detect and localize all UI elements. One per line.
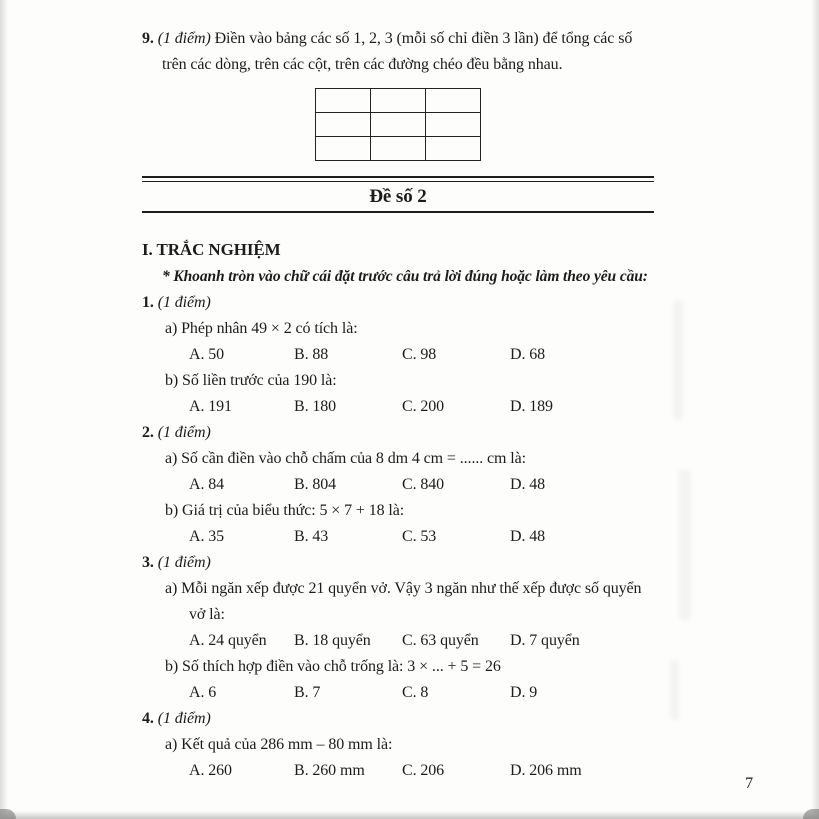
answer-option: C. 8 [402, 684, 429, 701]
magic-square-cell [316, 89, 371, 113]
question-9 [142, 26, 654, 78]
question-3-number: 3. [142, 554, 154, 571]
test-title: Đề số 2 [369, 186, 427, 207]
answer-option: B. 18 quyển [294, 632, 371, 649]
answer-option: A. 35 [189, 528, 225, 545]
question-3 [142, 550, 654, 576]
question-9-points: (1 điểm) [157, 30, 211, 47]
section-heading: I. TRẮC NGHIỆM [142, 240, 281, 259]
scan-edge-right [811, 0, 819, 819]
magic-square-row [316, 137, 481, 161]
answer-option: C. 200 [402, 398, 445, 415]
print-bleed-artifact [679, 470, 691, 620]
scan-edge-left [0, 0, 8, 819]
question-4 [142, 706, 654, 732]
question-2 [142, 420, 654, 446]
page-number: 7 [745, 775, 753, 792]
question-2a-text: a) Số cần điền vào chỗ chấm của 8 dm 4 cm = ...... cm là: [165, 450, 526, 467]
instruction-note: * Khoanh tròn vào chữ cái đặt trước câu trả lời đúng hoặc làm theo yêu cầu: [162, 268, 648, 285]
print-bleed-artifact [673, 300, 683, 420]
answer-option: B. 260 mm [294, 762, 365, 779]
answer-option: C. 840 [402, 476, 445, 493]
answer-option: B. 43 [294, 528, 329, 545]
question-1-number: 1. [142, 294, 154, 311]
answer-option: D. 189 [510, 398, 553, 415]
question-3b-text: b) Số thích hợp điền vào chỗ trống là: 3 × ... + 5 = 26 [165, 658, 501, 675]
answer-option: C. 63 quyển [402, 632, 479, 649]
magic-square-cell [371, 113, 426, 137]
magic-square-cell [371, 137, 426, 161]
question-3-points: (1 điểm) [157, 554, 211, 571]
magic-square-cell [426, 113, 481, 137]
scan-edge-bottom [0, 811, 819, 819]
question-3b-options [142, 680, 654, 706]
answer-option: D. 7 quyển [510, 632, 580, 649]
answer-option: D. 9 [510, 684, 538, 701]
question-2b-options [142, 524, 654, 550]
question-1b-options [142, 394, 654, 420]
magic-square-grid [315, 88, 481, 161]
answer-option: D. 48 [510, 476, 546, 493]
question-3a-text: a) Mỗi ngăn xếp được 21 quyển vở. Vậy 3 ngăn như thế xếp được số quyển vở là: [165, 580, 642, 623]
question-4-number: 4. [142, 710, 154, 727]
answer-option: D. 48 [510, 528, 546, 545]
answer-option: A. 6 [189, 684, 217, 701]
print-bleed-artifact [670, 660, 679, 720]
magic-square-row [316, 89, 481, 113]
answer-option: D. 206 mm [510, 762, 582, 779]
answer-option: C. 53 [402, 528, 437, 545]
answer-option: A. 260 [189, 762, 232, 779]
question-1a-text: a) Phép nhân 49 × 2 có tích là: [165, 320, 358, 337]
answer-option: B. 804 [294, 476, 337, 493]
question-3a-options [142, 628, 654, 654]
question-2-points: (1 điểm) [157, 424, 211, 441]
magic-square-cell [426, 137, 481, 161]
question-1b-text: b) Số liền trước của 190 là: [165, 372, 337, 389]
question-4a-text: a) Kết quả của 286 mm – 80 mm là: [165, 736, 393, 753]
answer-option: D. 68 [510, 346, 546, 363]
scan-corner-shadow [803, 809, 819, 819]
answer-option: B. 7 [294, 684, 321, 701]
question-9-number: 9. [142, 30, 154, 47]
answer-option: C. 98 [402, 346, 437, 363]
question-1-points: (1 điểm) [157, 294, 211, 311]
question-4-points: (1 điểm) [157, 710, 211, 727]
answer-option: A. 191 [189, 398, 232, 415]
answer-option: A. 50 [189, 346, 225, 363]
magic-square-cell [371, 89, 426, 113]
question-9-text: Điền vào bảng các số 1, 2, 3 (mỗi số chỉ điền 3 lần) để tổng các số trên các dòng, trên các cột, trên các đường chéo đều bằng nhau. [162, 30, 633, 73]
question-1 [142, 290, 654, 316]
question-2a-options [142, 472, 654, 498]
answer-option: A. 84 [189, 476, 225, 493]
question-2b-text: b) Giá trị của biểu thức: 5 × 7 + 18 là: [165, 502, 405, 519]
answer-option: C. 206 [402, 762, 445, 779]
page-content [142, 26, 654, 784]
magic-square-cell [316, 137, 371, 161]
divider-single-rule [142, 211, 654, 213]
question-4a-options [142, 758, 654, 784]
divider-double-rule [142, 176, 654, 182]
question-1a-options [142, 342, 654, 368]
answer-option: A. 24 quyển [189, 632, 267, 649]
magic-square-cell [426, 89, 481, 113]
magic-square-cell [316, 113, 371, 137]
question-2-number: 2. [142, 424, 154, 441]
answer-option: B. 88 [294, 346, 329, 363]
answer-option: B. 180 [294, 398, 337, 415]
magic-square-row [316, 113, 481, 137]
